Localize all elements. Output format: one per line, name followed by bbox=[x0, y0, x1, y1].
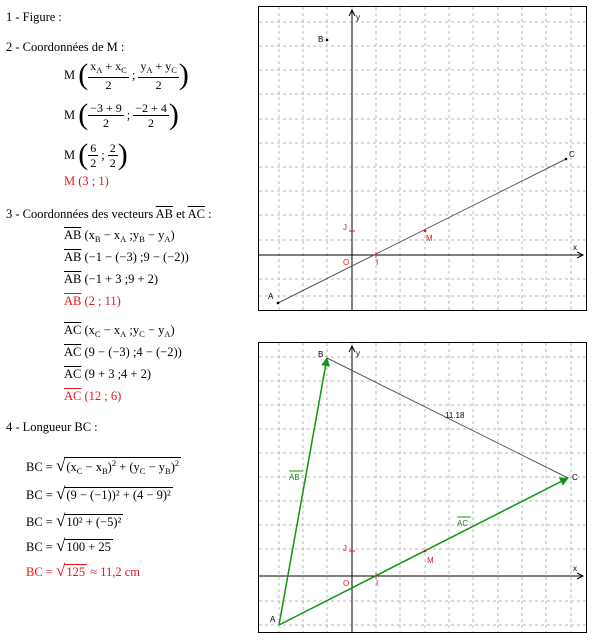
graph1-x-label: x bbox=[573, 243, 577, 252]
m-formula-substituted: M ( $\frac{-3 + 9}{2}$ ; $\frac{-2 + 4}{2}$ ) bbox=[64, 98, 179, 131]
section-figure-heading: 1 - Figure : bbox=[6, 10, 62, 24]
bc-result: BC = √125 ≈ 11,2 cm bbox=[26, 561, 140, 580]
graph1-frame bbox=[259, 7, 587, 311]
m-result: M (3 ; 1) bbox=[64, 174, 109, 188]
vector-ac-substituted: $\overline{AC}$ (9 − (−3) ;4 − (−2)) bbox=[64, 345, 182, 359]
m-formula-simplified: M ( $\frac{6}{2}$ ; $\frac{2}{2}$ ) bbox=[64, 138, 128, 171]
graph1-label-i: I bbox=[376, 258, 379, 267]
graph2-label-i: I bbox=[376, 579, 379, 588]
graph2-vec-ab-label: AB bbox=[289, 473, 300, 482]
graph2-bc-length-label: 11.18 bbox=[445, 411, 465, 420]
vector-ac-simplified: $\overline{AC}$ (9 + 3 ;4 + 2) bbox=[64, 367, 152, 381]
graph1-label-j: J bbox=[343, 223, 347, 232]
vector-ac-result: $\overline{AC}$ (12 ; 6) bbox=[64, 389, 122, 403]
graph2-y-label: y bbox=[356, 349, 360, 358]
m-formula-general: M ( $\frac{x_A + x_C}{2}$ ; $\frac{y_A + y_C}{2}$ ) bbox=[64, 58, 189, 92]
graph1-y-label: y bbox=[356, 13, 360, 22]
graph2-label-a: A bbox=[270, 615, 276, 624]
graph2-label-c: C bbox=[572, 473, 578, 482]
bc-formula-squares: BC = √10² + (−5)² bbox=[26, 511, 122, 530]
graph2-point-m bbox=[424, 550, 427, 553]
graph1-label-m: M bbox=[426, 234, 433, 243]
vector-ab-substituted: $\overline{AB}$ (−1 − (−3) ;9 − (−2)) bbox=[64, 250, 189, 264]
graph1-point-a bbox=[277, 302, 280, 305]
vector-ab-result: $\overline{AB}$ (2 ; 11) bbox=[64, 294, 121, 308]
graph2-label-b: B bbox=[318, 350, 324, 359]
graph1-point-m bbox=[424, 230, 427, 233]
graph2-frame bbox=[259, 343, 587, 633]
graph2-label-m: M bbox=[427, 556, 434, 565]
vector-ab-simplified: $\overline{AB}$ (−1 + 3 ;9 + 2) bbox=[64, 272, 159, 286]
bc-formula-general: BC = $√(x_C - x_B)^2 + (y_C - y_B)^2$ bbox=[26, 456, 180, 476]
graph-figure-1 bbox=[258, 6, 588, 312]
graph1-label-a: A bbox=[268, 292, 274, 301]
vector-ac-formula: $\overline{AC}$ ($x_C - x_A$ $;y_C - y_A$) bbox=[64, 323, 175, 339]
graph1-label-b: B bbox=[318, 35, 324, 44]
section-length-heading: 4 - Longueur BC : bbox=[6, 420, 98, 434]
graph2-vec-ac-label: AC bbox=[457, 519, 469, 528]
graph1-point-b bbox=[326, 39, 329, 42]
graph2-label-j: J bbox=[343, 544, 347, 553]
bc-formula-sum: BC = √100 + 25 bbox=[26, 536, 111, 555]
graph1-label-o: O bbox=[343, 258, 350, 267]
section-vectors-heading: 3 - Coordonnées des vecteurs $\overline{AB}$ et $\overline{AC}$ : bbox=[6, 207, 212, 221]
bc-formula-substituted: BC = √(9 − (−1))² + (4 − 9)² bbox=[26, 484, 171, 503]
graph2-label-o: O bbox=[343, 579, 350, 588]
graph1-point-c bbox=[565, 158, 568, 161]
vector-ab-formula: $\overline{AB}$ ($x_B - x_A$ $;y_B - y_A$) bbox=[64, 228, 175, 244]
section-coords-m-heading: 2 - Coordonnées de M : bbox=[6, 40, 125, 54]
m-label: M bbox=[64, 67, 76, 82]
graph2-x-label: x bbox=[573, 564, 577, 573]
graph-figure-2 bbox=[258, 342, 588, 634]
graph1-label-c: C bbox=[569, 150, 575, 159]
